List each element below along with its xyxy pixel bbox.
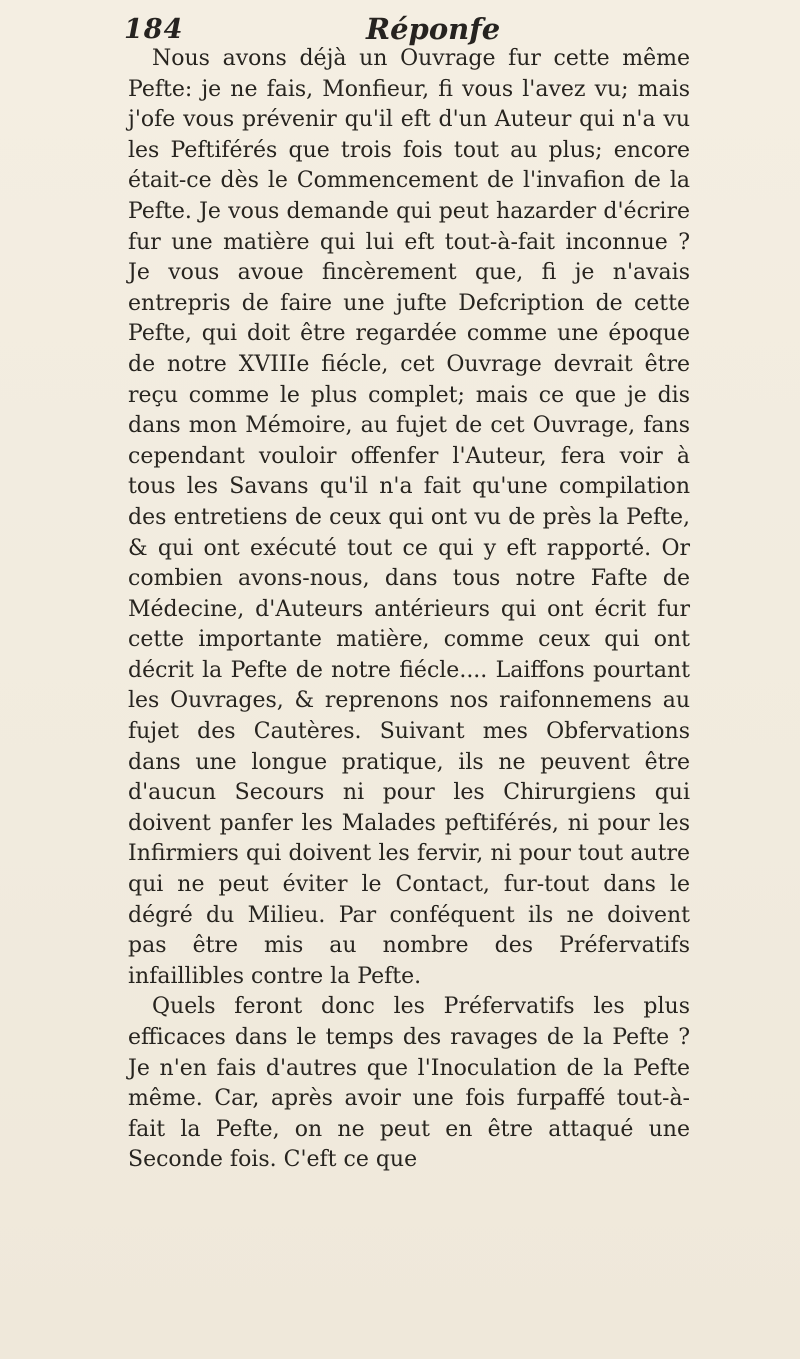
paragraph: Quels feront donc les Préfervatifs les plus efficaces dans le temps des ravages de la Pefte ? Je n'en fais d'autres que l'Inoculation de la Pefte même. Car, après avoir une fois furpaffé tout-à-fait la Pefte, on ne peut en être attaqué une Seconde fois. C'eft ce que xyxy=(128,994,690,1173)
running-title: Réponfe xyxy=(366,12,501,46)
paragraph: Nous avons déjà un Ouvrage fur cette même Pefte: je ne fais, Monfieur, fi vous l'avez vu; mais j'ofe vous prévenir qu'il eft d'un Auteur qui n'a vu les Peftiférés que trois fois tout au plus; encore était-ce dès le Commencement de l'invafion de la Pefte. Je vous demande qui peut hazarder d'écrire fur une matière qui lui eft tout-à-fait inconnue ? Je vous avoue fincèrement que, fi je n'avais entrepris de faire une jufte Defcription de cette Pefte, qui doit être regardée comme une époque de notre XVIIIe fiécle, cet Ouvrage devrait être reçu comme le plus complet; mais ce que je dis dans mon Mémoire, au fujet de cet Ouvrage, fans cependant vouloir offenfer l'Auteur, fera voir à tous les Savans qu'il n'a fait qu'une compilation des entretiens de ceux qui ont vu de près la Pefte, & qui ont exécuté tout ce qui y eft rapporté. Or combien avons-nous, dans tous notre Fafte de Médecine, d'Auteurs antérieurs qui ont écrit fur cette importante matière, comme ceux qui ont décrit la Pefte de notre fiécle.... Laiffons pourtant les Ouvrages, & reprenons nos raifonnemens au fujet des Cautères. Suivant mes Obfervations dans une longue pratique, ils ne peuvent être d'aucun Secours ni pour les Chirurgiens qui doivent panfer les Malades peftiférés, ni pour les Infirmiers qui doivent les fervir, ni pour tout autre qui ne peut éviter le Contact, fur-tout dans le dégré du Milieu. Par conféquent ils ne doivent pas être mis au nombre des Préfervatifs infaillibles contre la Pefte. xyxy=(128,46,690,989)
page-number: 184 xyxy=(124,14,184,45)
page-header xyxy=(124,12,684,48)
body-text xyxy=(128,44,690,1176)
